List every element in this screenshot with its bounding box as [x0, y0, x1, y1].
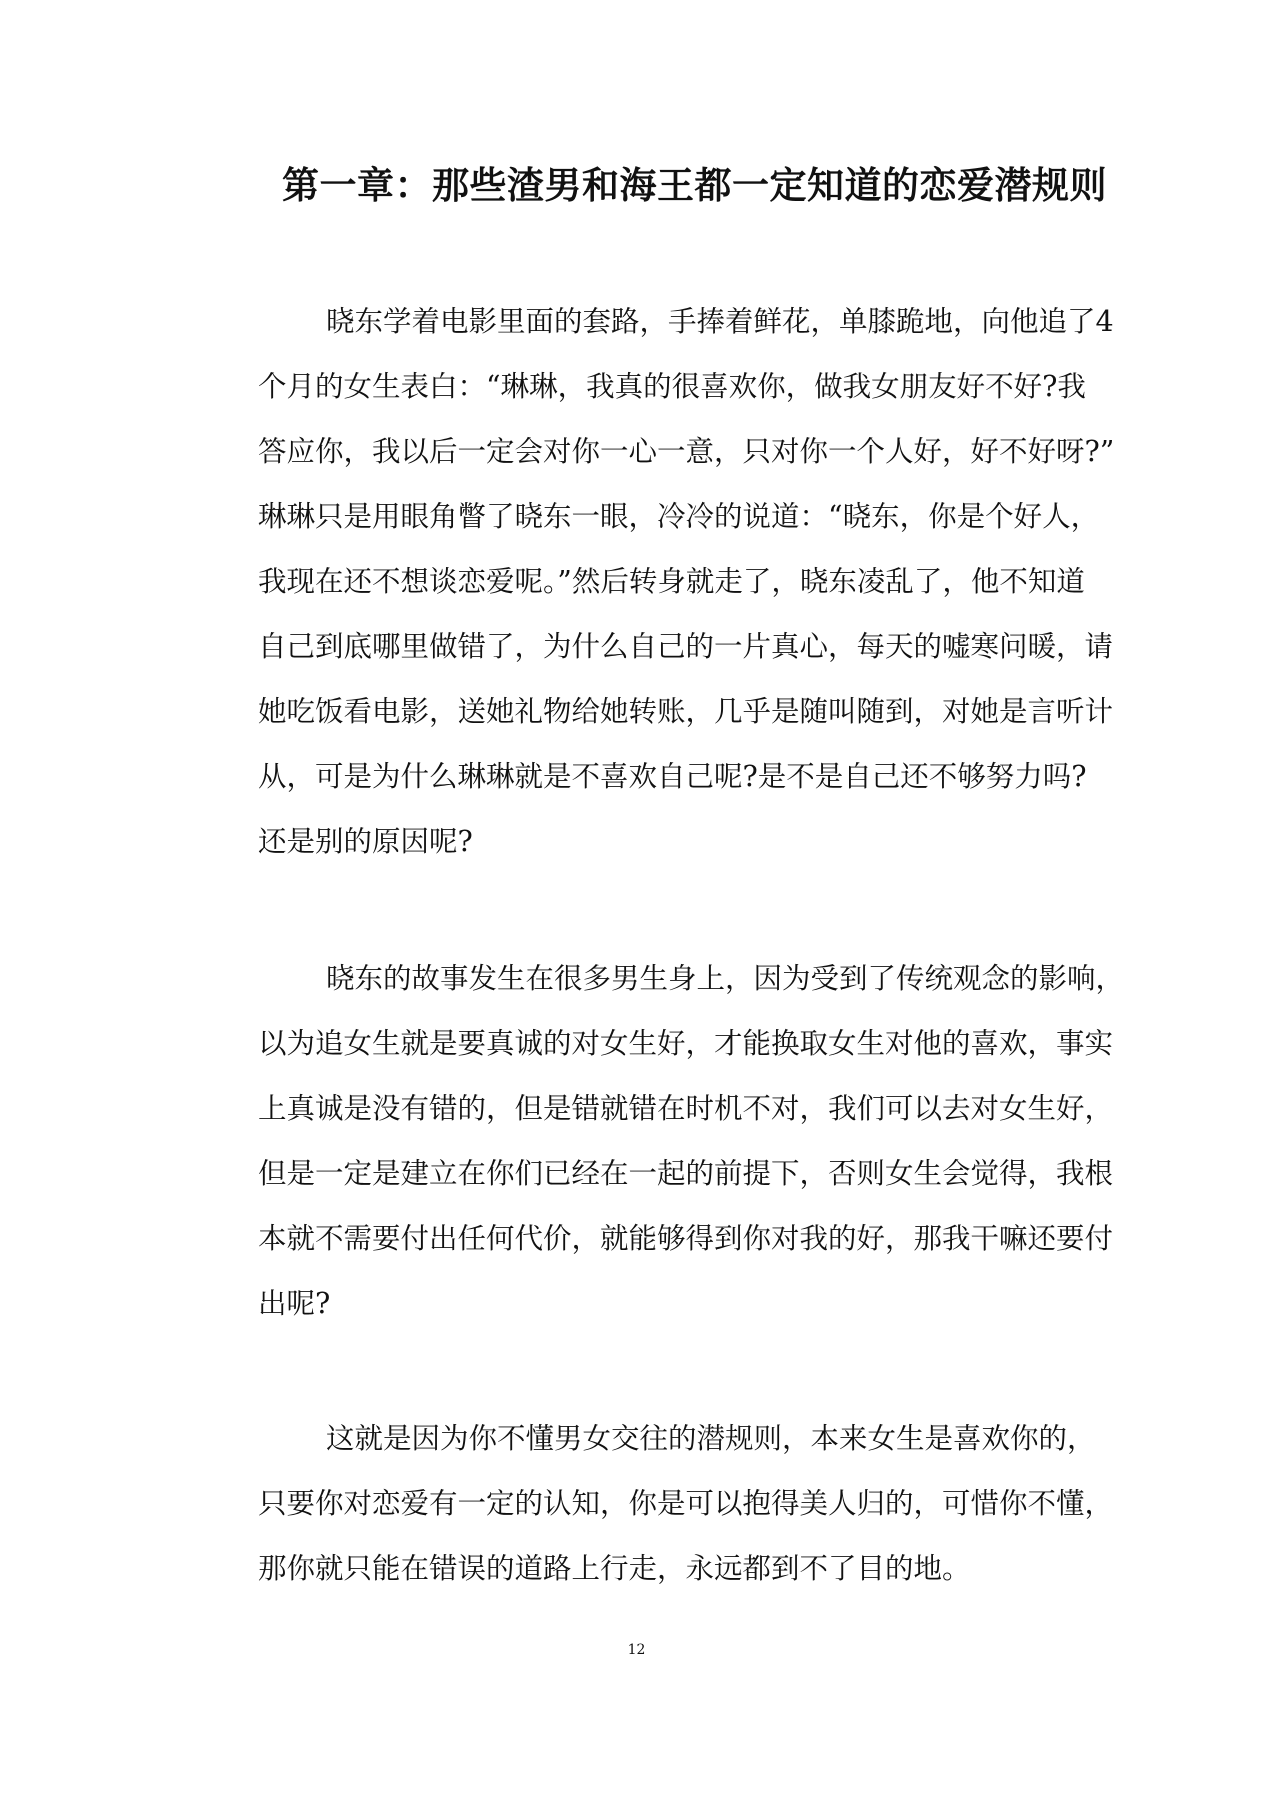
text-line: 个月的女生表白：“琳琳，我真的很喜欢你，做我女朋友好不好?我 [258, 370, 1086, 403]
text-line: 答应你，我以后一定会对你一心一意，只对你一个人好，好不好呀?” [258, 435, 1115, 468]
paragraph-2 [258, 946, 1158, 1336]
text-line: 我现在还不想谈恋爱呢。”然后转身就走了，晓东凌乱了，他不知道 [258, 565, 1085, 598]
paragraph-3 [258, 1406, 1158, 1601]
text-line: 琳琳只是用眼角瞥了晓东一眼，冷冷的说道：“晓东，你是个好人， [258, 500, 1100, 533]
page-number: 12 [627, 1642, 646, 1658]
text-line: 但是一定是建立在你们已经在一起的前提下，否则女生会觉得，我根 [258, 1157, 1114, 1190]
text-line: 只要你对恋爱有一定的认知，你是可以抱得美人归的，可惜你不懂， [258, 1487, 1114, 1520]
text-line: 从，可是为什么琳琳就是不喜欢自己呢?是不是自己还不够努力吗? [258, 760, 1087, 793]
text-line: 晓东学着电影里面的套路，手捧着鲜花，单膝跪地，向他追了4 [326, 305, 1114, 338]
text-line: 还是别的原因呢? [258, 825, 473, 858]
paragraph-1 [258, 289, 1158, 874]
chapter-title: 第一章：那些渣男和海王都一定知道的恋爱潜规则 [282, 163, 1107, 207]
text-line: 出呢? [258, 1287, 331, 1320]
text-line: 晓东的故事发生在很多男生身上，因为受到了传统观念的影响， [326, 962, 1125, 995]
text-line: 上真诚是没有错的，但是错就错在时机不对，我们可以去对女生好， [258, 1092, 1114, 1125]
text-line: 以为追女生就是要真诚的对女生好，才能换取女生对他的喜欢，事实 [258, 1027, 1114, 1060]
text-line: 这就是因为你不懂男女交往的潜规则，本来女生是喜欢你的， [326, 1422, 1096, 1455]
text-line: 那你就只能在错误的道路上行走，永远都到不了目的地。 [258, 1552, 971, 1585]
text-line: 她吃饭看电影，送她礼物给她转账，几乎是随叫随到，对她是言听计 [258, 695, 1114, 728]
text-line: 自己到底哪里做错了，为什么自己的一片真心，每天的嘘寒问暖，请 [258, 630, 1114, 663]
text-line: 本就不需要付出任何代价，就能够得到你对我的好，那我干嘛还要付 [258, 1222, 1114, 1255]
